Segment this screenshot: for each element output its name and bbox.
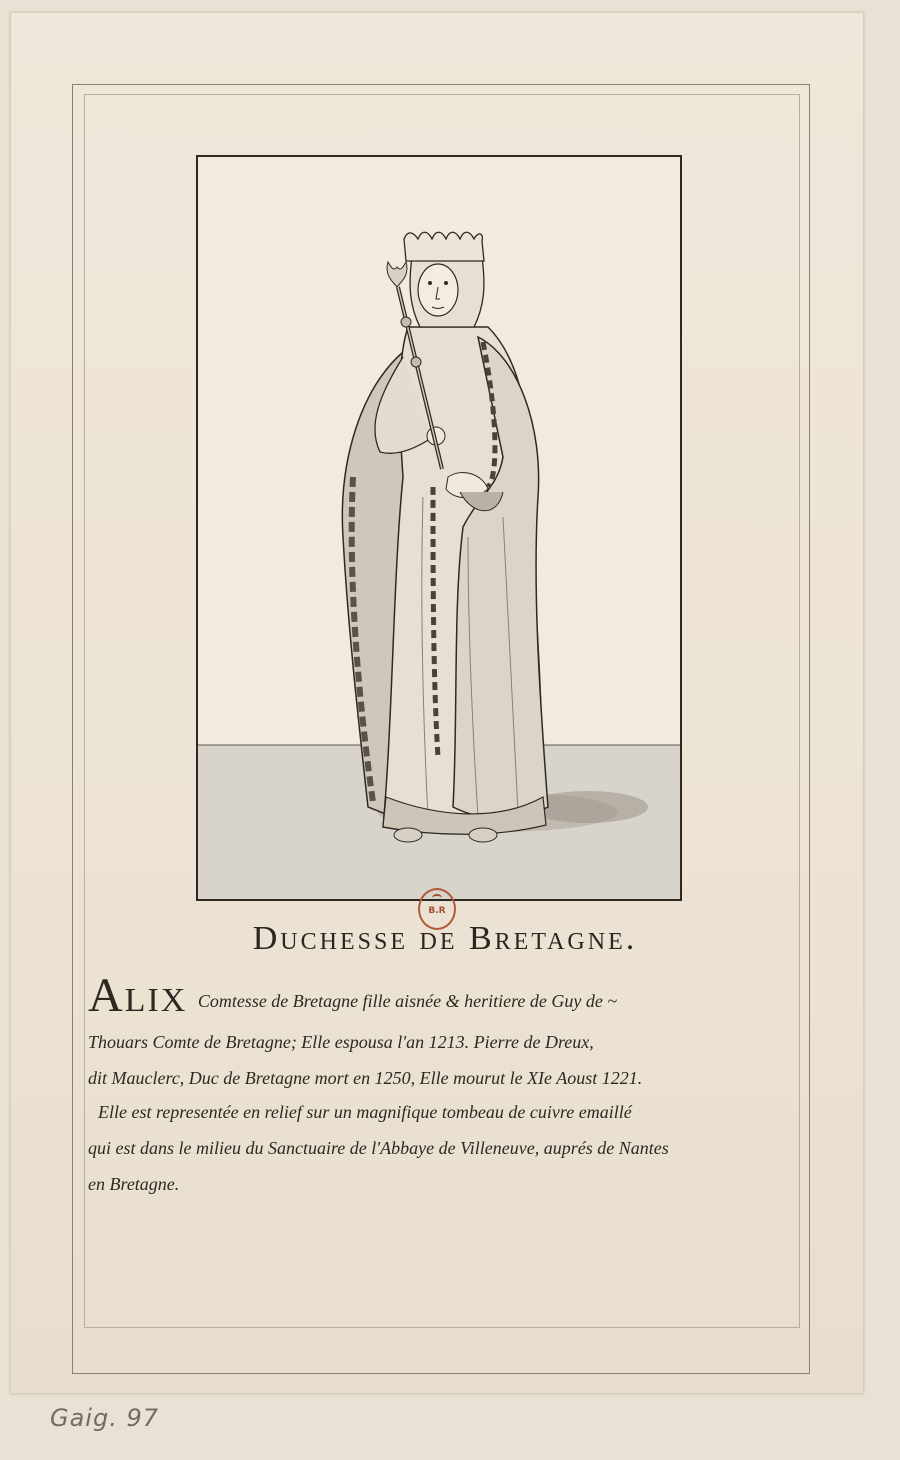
caption-line — [88, 968, 617, 1023]
crown-icon — [432, 894, 442, 902]
portrait-plate — [196, 155, 682, 901]
caption-line: Elle est representée en relief sur un magnifique tombeau de cuivre emaillé — [98, 1102, 632, 1122]
duchess-figure-drawing — [198, 157, 682, 901]
plate-title: Duchesse de Bretagne. — [252, 920, 638, 957]
caption-line: Thouars Comte de Bretagne; Elle espousa l'an 1213. Pierre de Dreux, — [88, 1032, 594, 1052]
stamp-text: B.R — [428, 906, 446, 916]
caption-line: qui est dans le milieu du Sanctuaire de l'Abbaye de Villeneuve, auprés de Nantes — [88, 1138, 669, 1158]
margin-pencil-note: Gaig. 97 — [50, 1404, 160, 1432]
caption-line: dit Mauclerc, Duc de Bretagne mort en 1250, Elle mourut le XIe Aoust 1221. — [88, 1068, 643, 1088]
caption-line: en Bretagne. — [88, 1174, 180, 1194]
caption-line-text: Comtesse de Bretagne fille aisnée & heritiere de Guy de ~ — [197, 991, 618, 1011]
caption-dropcap: Alix — [88, 969, 188, 1022]
